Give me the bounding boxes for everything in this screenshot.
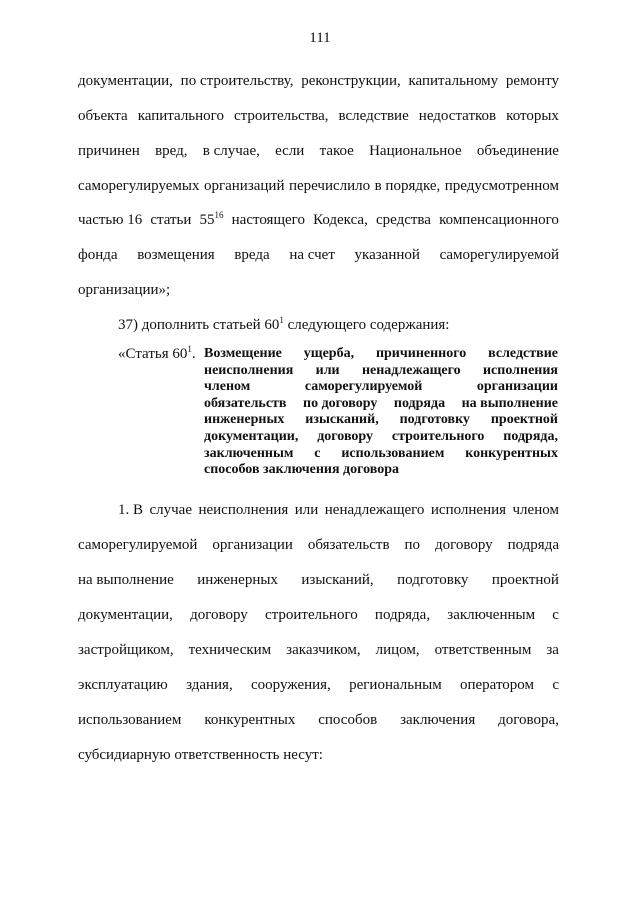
title-line — [204, 396, 558, 413]
paragraph-line — [78, 571, 559, 589]
word: саморегулируемых — [78, 178, 200, 194]
word: с — [552, 607, 559, 623]
word: такое — [319, 143, 354, 159]
article-title — [204, 346, 558, 479]
word: или — [294, 502, 319, 518]
amendment-item — [118, 316, 449, 334]
word: неисполнения — [198, 502, 289, 518]
word: подряда — [507, 537, 559, 553]
word: средства — [375, 212, 431, 228]
article-label — [118, 346, 196, 363]
word: капитального — [137, 108, 224, 124]
paragraph-line — [118, 501, 559, 519]
word: на выполнение — [461, 395, 558, 411]
word: инженерных — [204, 412, 285, 428]
word: техническим — [188, 642, 272, 658]
word: саморегулируемой — [78, 537, 198, 553]
paragraph-line — [78, 606, 559, 624]
word: документации, — [78, 607, 173, 623]
word: с — [552, 677, 559, 693]
word: подготовку — [399, 412, 470, 428]
paragraph-line — [78, 107, 559, 125]
word: здания, — [186, 677, 233, 693]
word: с — [314, 445, 321, 461]
word: ненадлежащего — [324, 502, 425, 518]
word: подряда, — [374, 607, 431, 623]
word: фонда — [78, 247, 118, 263]
word: договору — [434, 537, 493, 553]
word: строительного — [391, 428, 485, 444]
word: случае — [149, 502, 192, 518]
word: указанной — [354, 247, 420, 263]
word: сооружения, — [251, 677, 331, 693]
word: частью 16 — [78, 212, 143, 228]
word: если — [275, 143, 305, 159]
word: недостатков — [418, 108, 497, 124]
paragraph-line — [78, 676, 559, 694]
word: саморегулируемой — [304, 379, 423, 395]
word: Возмещение — [204, 346, 282, 361]
word: ущерба, — [303, 346, 355, 361]
paragraph-line — [78, 536, 559, 554]
paragraph-line — [78, 641, 559, 659]
word: организации — [476, 379, 558, 395]
word: за — [546, 642, 559, 658]
word: подряда, — [503, 428, 558, 444]
word: конкурентных — [204, 712, 296, 728]
word: подряда — [393, 395, 446, 411]
superscript: 16 — [214, 210, 224, 220]
title-line — [204, 462, 558, 479]
title-line — [204, 429, 558, 446]
article-label-dot: . — [191, 346, 196, 362]
word: капитальному — [408, 73, 499, 89]
word: по — [404, 537, 420, 553]
word: исполнения — [430, 502, 507, 518]
word: Национальное — [369, 143, 462, 159]
word: на счет — [289, 247, 335, 263]
paragraph-line — [78, 177, 559, 195]
word: договору — [317, 428, 374, 444]
word: изысканий, — [301, 572, 374, 588]
word: причиненного — [375, 346, 467, 361]
word: документации, — [204, 428, 299, 444]
word: инженерных — [197, 572, 278, 588]
word: саморегулируемой — [439, 247, 559, 263]
word: лицом, — [375, 642, 420, 658]
word: использованием — [341, 445, 445, 461]
paragraph-line — [78, 142, 559, 160]
word: проектной — [491, 572, 559, 588]
word: строительства, — [234, 108, 329, 124]
word: настоящего — [231, 212, 305, 228]
word: 1. В — [118, 502, 144, 518]
word: организации»; — [78, 282, 171, 298]
word: организаций — [203, 178, 285, 194]
word: способов — [318, 712, 378, 728]
item-text: 37) дополнить статьей 60 — [118, 317, 280, 333]
title-line — [204, 446, 558, 463]
paragraph-line — [78, 711, 559, 729]
title-line — [204, 346, 558, 363]
word: ответственным — [434, 642, 532, 658]
word: ремонту — [505, 73, 559, 89]
word: которых — [506, 108, 559, 124]
word: членом — [512, 502, 559, 518]
word: обязательств — [204, 395, 287, 411]
title-line — [204, 363, 558, 380]
word: эксплуатацию — [78, 677, 168, 693]
paragraph-line — [78, 72, 559, 90]
title-line — [204, 412, 558, 429]
word: субсидиарную ответственность несут: — [78, 747, 323, 763]
word: строительного — [264, 607, 358, 623]
word: изысканий, — [305, 412, 379, 428]
word: объекта — [78, 108, 128, 124]
word: вследствие — [488, 346, 558, 361]
paragraph-line — [78, 746, 323, 764]
word: использованием — [78, 712, 182, 728]
word: Кодекса, — [313, 212, 368, 228]
word: в случае, — [202, 143, 260, 159]
word: заказчиком, — [286, 642, 361, 658]
superscript: 1 — [187, 344, 192, 354]
superscript: 1 — [279, 315, 284, 325]
word: договору — [190, 607, 248, 623]
word: подготовку — [397, 572, 469, 588]
word: по строительству, — [180, 73, 294, 89]
word: перечислило — [288, 178, 371, 194]
word: проектной — [490, 412, 558, 428]
word-part: 55 — [199, 212, 215, 228]
word: реконструкции, — [301, 73, 401, 89]
word: объединение — [476, 143, 559, 159]
word: застройщиком, — [78, 642, 174, 658]
paragraph-line — [78, 246, 559, 264]
word: статьи — [150, 212, 192, 228]
word: обязательств — [307, 537, 390, 553]
word: на выполнение — [78, 572, 174, 588]
item-text: следующего содержания: — [283, 317, 450, 333]
word: возмещения — [137, 247, 215, 263]
word: или — [315, 362, 340, 378]
word: компенсационного — [439, 212, 559, 228]
word: способов заключения договора — [204, 462, 400, 478]
word: заключенным — [204, 445, 294, 461]
word: вследствие — [338, 108, 409, 124]
word: членом — [204, 379, 251, 395]
word: конкурентных — [465, 445, 558, 461]
word: в порядке, — [374, 178, 441, 194]
word: заключения — [400, 712, 476, 728]
word: предусмотренном — [444, 178, 559, 194]
word: документации, — [78, 73, 173, 89]
word: по договору — [303, 395, 378, 411]
word: оператором — [459, 677, 535, 693]
word: причинен — [78, 143, 140, 159]
word: неисполнения — [204, 362, 294, 378]
word: региональным — [349, 677, 442, 693]
word: заключенным — [447, 607, 536, 623]
page-number: 111 — [309, 30, 331, 46]
title-line — [204, 379, 558, 396]
word: исполнения — [482, 362, 558, 378]
paragraph-line — [78, 281, 170, 299]
word: ненадлежащего — [361, 362, 461, 378]
article-label-text: «Статья 60 — [118, 346, 188, 362]
paragraph-line — [78, 211, 559, 229]
word — [200, 211, 224, 229]
word: вред, — [155, 143, 188, 159]
word: организации — [212, 537, 293, 553]
word: вреда — [234, 247, 270, 263]
word: договора, — [498, 712, 559, 728]
